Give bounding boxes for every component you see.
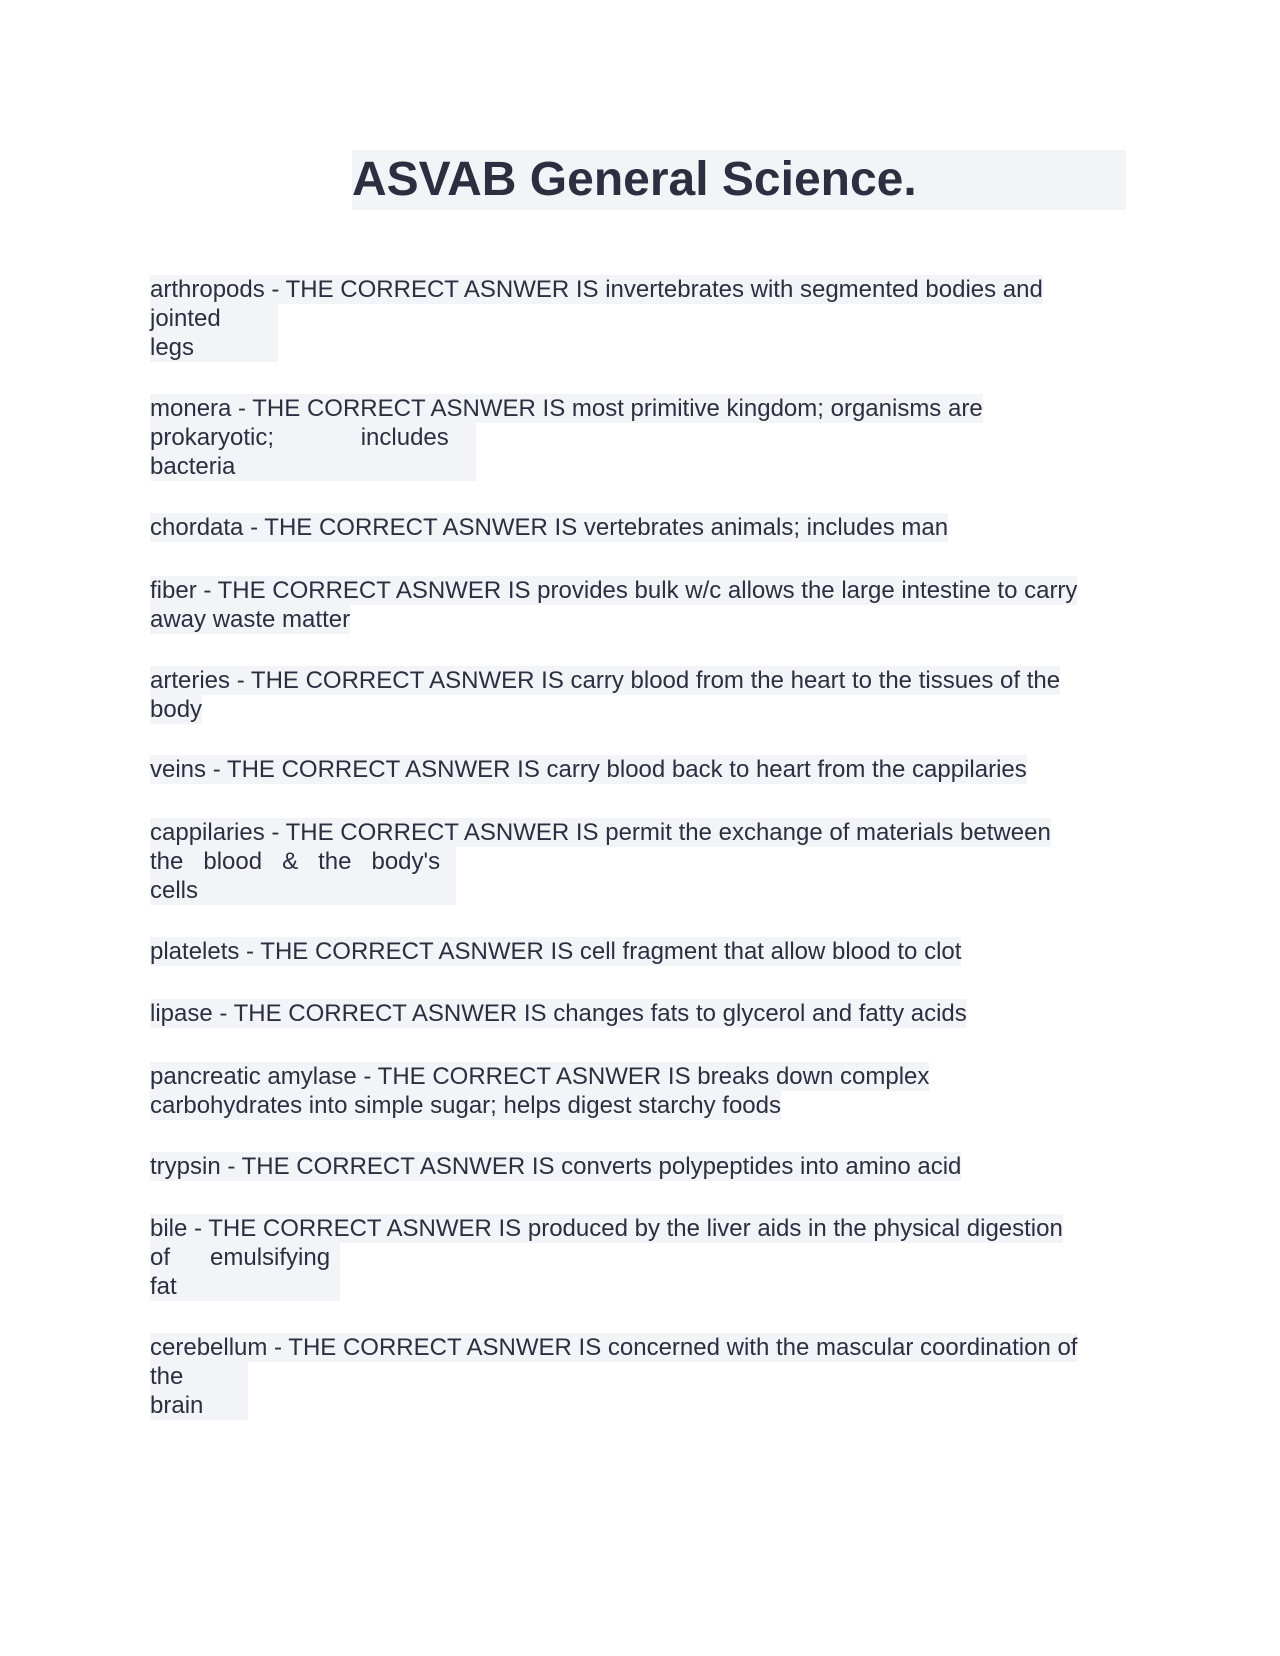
entry-arteries [150,666,1060,724]
entry-line: of emulsifying [150,1243,340,1272]
entry-cappilaries [150,818,1051,905]
entry-line: bacteria [150,452,476,481]
entry-line: bile - THE CORRECT ASNWER IS produced by the liver aids in the physical digestion [150,1215,1063,1242]
entry-platelets [150,937,961,966]
entry-line: monera - THE CORRECT ASNWER IS most primitive kingdom; organisms are [150,395,983,422]
entry-cerebellum [150,1333,1077,1420]
entry-lipase [150,999,967,1028]
entry-line: the [150,1362,248,1391]
entry-line: arteries - THE CORRECT ASNWER IS carry blood from the heart to the tissues of the [150,667,1061,694]
entry-line: veins - THE CORRECT ASNWER IS carry blood back to heart from the cappilaries [150,756,1027,783]
entry-monera [150,394,983,481]
entry-line: carbohydrates into simple sugar; helps digest starchy foods [150,1092,781,1119]
entry-line: arthropods - THE CORRECT ASNWER IS invertebrates with segmented bodies and [150,276,1043,303]
entry-line: prokaryotic; includes [150,423,476,452]
entry-line: pancreatic amylase - THE CORRECT ASNWER IS breaks down complex [150,1063,930,1090]
entry-line: away waste matter [150,606,351,633]
entry-bile [150,1214,1063,1301]
entry-line: cappilaries - THE CORRECT ASNWER IS permit the exchange of materials between [150,819,1051,846]
entry-chordata [150,513,948,542]
entry-line: the blood & the body's [150,847,456,876]
entry-line: cerebellum - THE CORRECT ASNWER IS concerned with the mascular coordination of [150,1334,1078,1361]
page-title: ASVAB General Science. [352,153,917,206]
entry-fiber [150,576,1077,634]
entry-line: lipase - THE CORRECT ASNWER IS changes fats to glycerol and fatty acids [150,1000,967,1027]
entry-pancreatic-amylase [150,1062,929,1120]
entry-line: cells [150,876,456,905]
entry-line: fiber - THE CORRECT ASNWER IS provides bulk w/c allows the large intestine to carry [150,577,1078,604]
entry-line: brain [150,1391,248,1420]
entry-line: platelets - THE CORRECT ASNWER IS cell fragment that allow blood to clot [150,938,962,965]
entry-line: chordata - THE CORRECT ASNWER IS vertebrates animals; includes man [150,514,949,541]
entry-line: jointed [150,304,278,333]
entry-arthropods [150,275,1043,362]
entry-line: body [150,696,203,723]
entry-line: trypsin - THE CORRECT ASNWER IS converts polypeptides into amino acid [150,1153,962,1180]
entry-line: fat [150,1272,340,1301]
entry-veins [150,755,1027,784]
entry-line: legs [150,333,278,362]
entry-trypsin [150,1152,961,1181]
